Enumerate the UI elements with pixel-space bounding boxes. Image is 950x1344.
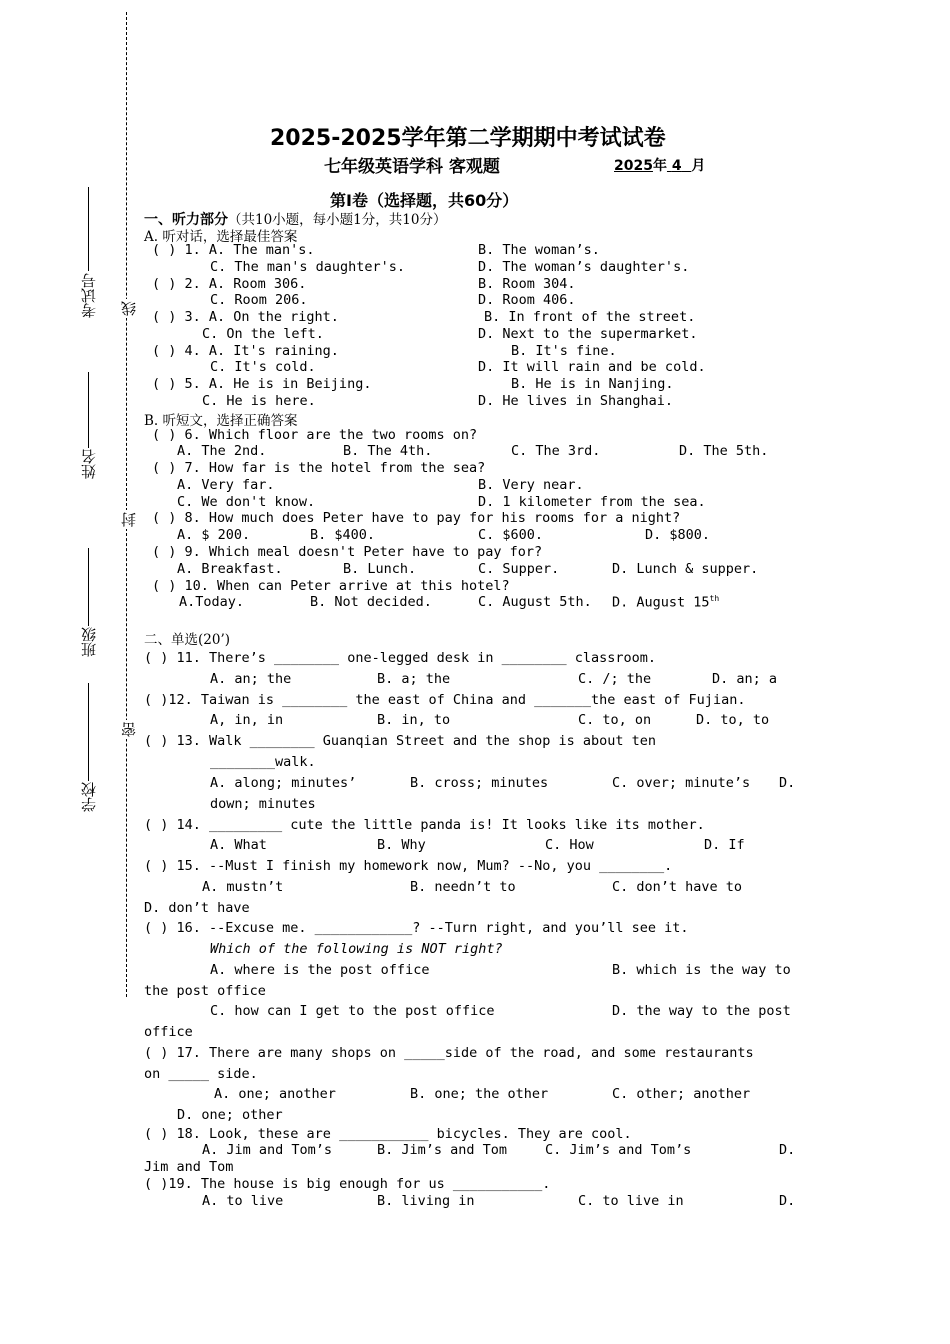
exam-subtitle: 七年级英语学科 客观题: [324, 157, 500, 177]
q11-stem: ( ) 11. There’s ________ one-legged desk in ________ classroom.: [144, 650, 657, 666]
q17-option-b: B. one; the other: [410, 1086, 549, 1102]
q15-option-d: D. don’t have: [144, 900, 250, 916]
q5-option-c: C. He is here.: [202, 393, 316, 409]
q2-option-c: C. Room 206.: [210, 292, 308, 308]
date-year-unit: 年: [652, 158, 667, 174]
q1-option-c: C. The man's daughter's.: [210, 259, 406, 275]
q13-stem: ( ) 13. Walk ________ Guanqian Street and the shop is about ten: [144, 733, 657, 749]
name-field: [88, 372, 89, 448]
q13-option-d-letter: D.: [779, 775, 796, 791]
q12-option-d: D. to, to: [696, 712, 770, 728]
q19-option-a: A. to live: [202, 1193, 284, 1209]
q3-stem: ( ) 3. A. On the right.: [152, 309, 339, 325]
section1-title-bold: 一、听力部分: [144, 212, 228, 228]
q17-stem-continued: on _____ side.: [144, 1066, 258, 1082]
q12-option-a: A, in, in: [210, 712, 284, 728]
q16-option-c: C. how can I get to the post office: [210, 1003, 495, 1019]
q7-option-d: D. 1 kilometer from the sea.: [478, 494, 706, 510]
q16-option-a: A. where is the post office: [210, 962, 430, 978]
q8-option-a: A. $ 200.: [177, 527, 251, 543]
q17-option-c: C. other; another: [612, 1086, 751, 1102]
q1-option-b: B. The woman’s.: [478, 242, 600, 258]
binding-dashed-line: [126, 12, 127, 997]
q15-stem: ( ) 15. --Must I finish my homework now, Mum? --No, you ________.: [144, 858, 673, 874]
section1-title-rest: （共10小题，每小题1分，共10分）: [228, 212, 447, 228]
q8-option-d: D. $800.: [645, 527, 711, 543]
exam-number-label: 考试号: [80, 273, 98, 318]
q4-option-b: B. It's fine.: [511, 343, 617, 359]
q5-option-b: B. He is in Nanjing.: [511, 376, 674, 392]
q17-option-d: D. one; other: [177, 1107, 283, 1123]
q13-option-d: down; minutes: [210, 796, 316, 812]
q13-option-b: B. cross; minutes: [410, 775, 549, 791]
q8-option-c: C. $600.: [478, 527, 544, 543]
q14-option-b: B. Why: [377, 837, 426, 853]
q1-option-d: D. The woman’s daughter's.: [478, 259, 690, 275]
q18-option-d: Jim and Tom: [144, 1159, 234, 1175]
q7-option-b: B. Very near.: [478, 477, 584, 493]
q14-option-d: D. If: [704, 837, 745, 853]
q16-note: Which of the following is NOT right?: [210, 941, 503, 957]
q10-stem: ( ) 10. When can Peter arrive at this hotel?: [152, 578, 510, 594]
q18-stem: ( ) 18. Look, these are ___________ bicycles. They are cool.: [144, 1126, 632, 1142]
q4-option-d: D. It will rain and be cold.: [478, 359, 706, 375]
q12-stem: ( )12. Taiwan is ________ the east of China and _______the east of Fujian.: [144, 692, 746, 708]
q19-option-c: C. to live in: [578, 1193, 684, 1209]
q11-option-c: C. /; the: [578, 671, 652, 687]
part-title: 第Ⅰ卷（选择题，共60分）: [330, 191, 519, 210]
q9-option-b: B. Lunch.: [343, 561, 417, 577]
q19-option-d-letter: D.: [779, 1193, 796, 1209]
q9-option-a: A. Breakfast.: [177, 561, 283, 577]
exam-title: 2025-2025学年第二学期期中考试试卷: [270, 126, 666, 151]
class-label: 班级: [80, 627, 98, 657]
q3-option-b: B. In front of the street.: [484, 309, 696, 325]
q5-stem: ( ) 5. A. He is in Beijing.: [152, 376, 372, 392]
part-b-instruction: B. 听短文，选择正确答案: [144, 413, 298, 429]
q16-option-d-continued: office: [144, 1024, 193, 1040]
q17-stem: ( ) 17. There are many shops on _____side of the road, and some restaurants: [144, 1045, 754, 1061]
school-field: [88, 683, 89, 781]
name-label: 姓名: [80, 449, 98, 479]
q3-option-d: D. Next to the supermarket.: [478, 326, 698, 342]
date-month: 4: [671, 158, 682, 174]
seal-line-mark: 线: [120, 301, 138, 316]
q1-stem: ( ) 1. A. The man's.: [152, 242, 315, 258]
q16-option-b: B. which is the way to: [612, 962, 791, 978]
q9-option-d: D. Lunch & supper.: [612, 561, 759, 577]
q10-option-a: A.Today.: [179, 594, 245, 610]
q4-option-c: C. It's cold.: [210, 359, 316, 375]
q6-option-d: D. The 5th.: [679, 443, 769, 459]
exam-number-field: [88, 187, 89, 271]
q14-option-a: A. What: [210, 837, 267, 853]
q9-option-c: C. Supper.: [478, 561, 560, 577]
q6-option-b: B. The 4th.: [343, 443, 433, 459]
q10-option-b: B. Not decided.: [310, 594, 432, 610]
q12-option-c: C. to, on: [578, 712, 652, 728]
seal-seal-mark: 封: [120, 512, 138, 527]
q2-option-b: B. Room 304.: [478, 276, 576, 292]
seal-secret-mark: 密: [120, 722, 138, 737]
q19-option-b: B. living in: [377, 1193, 475, 1209]
q11-option-a: A. an; the: [210, 671, 292, 687]
q6-option-a: A. The 2nd.: [177, 443, 267, 459]
q16-stem: ( ) 16. --Excuse me. ____________? --Turn right, and you’ll see it.: [144, 920, 689, 936]
date-month-unit: 月: [691, 158, 706, 174]
exam-date: [614, 155, 705, 175]
q11-option-b: B. a; the: [377, 671, 451, 687]
q10-option-c: C. August 5th.: [478, 594, 592, 610]
q6-stem: ( ) 6. Which floor are the two rooms on?: [152, 427, 478, 443]
q18-option-d-letter: D.: [779, 1142, 796, 1158]
q2-option-d: D. Room 406.: [478, 292, 576, 308]
q15-option-c: C. don’t have to: [612, 879, 743, 895]
q9-stem: ( ) 9. Which meal doesn't Peter have to pay for?: [152, 544, 543, 560]
q18-option-a: A. Jim and Tom’s: [202, 1142, 333, 1158]
q17-option-a: A. one; another: [214, 1086, 336, 1102]
q18-option-b: B. Jim’s and Tom: [377, 1142, 508, 1158]
q14-stem: ( ) 14. _________ cute the little panda is! It looks like its mother.: [144, 817, 705, 833]
q3-option-c: C. On the left.: [202, 326, 324, 342]
q2-stem: ( ) 2. A. Room 306.: [152, 276, 307, 292]
q13-stem-continued: ________walk.: [210, 754, 316, 770]
school-label: 学校: [80, 782, 98, 812]
q8-stem: ( ) 8. How much does Peter have to pay for his rooms for a night?: [152, 510, 681, 526]
q13-option-c: C. over; minute’s: [612, 775, 751, 791]
q7-option-c: C. We don't know.: [177, 494, 316, 510]
q10-option-d-text: D. August 15: [612, 594, 710, 611]
q13-option-a: A. along; minutes’: [210, 775, 357, 791]
part-a-instruction: A. 听对话，选择最佳答案: [144, 229, 298, 245]
q12-option-b: B. in, to: [377, 712, 451, 728]
date-year: 2025: [614, 158, 653, 174]
q6-option-c: C. The 3rd.: [511, 443, 601, 459]
q8-option-b: B. $400.: [310, 527, 376, 543]
q19-stem: ( )19. The house is big enough for us ___________.: [144, 1176, 551, 1192]
q18-option-c: C. Jim’s and Tom’s: [545, 1142, 692, 1158]
section2-title: 二、单选(20’): [144, 632, 231, 648]
q15-option-b: B. needn’t to: [410, 879, 516, 895]
q15-option-a: A. mustn’t: [202, 879, 284, 895]
q7-option-a: A. Very far.: [177, 477, 275, 493]
q14-option-c: C. How: [545, 837, 594, 853]
q10-option-d: [612, 594, 719, 611]
q5-option-d: D. He lives in Shanghai.: [478, 393, 674, 409]
q7-stem: ( ) 7. How far is the hotel from the sea?: [152, 460, 486, 476]
q11-option-d: D. an; a: [712, 671, 778, 687]
q4-stem: ( ) 4. A. It's raining.: [152, 343, 339, 359]
q10-option-d-sup: th: [709, 594, 720, 603]
class-field: [88, 548, 89, 626]
q16-option-d: D. the way to the post: [612, 1003, 791, 1019]
q16-option-b-continued: the post office: [144, 983, 266, 999]
